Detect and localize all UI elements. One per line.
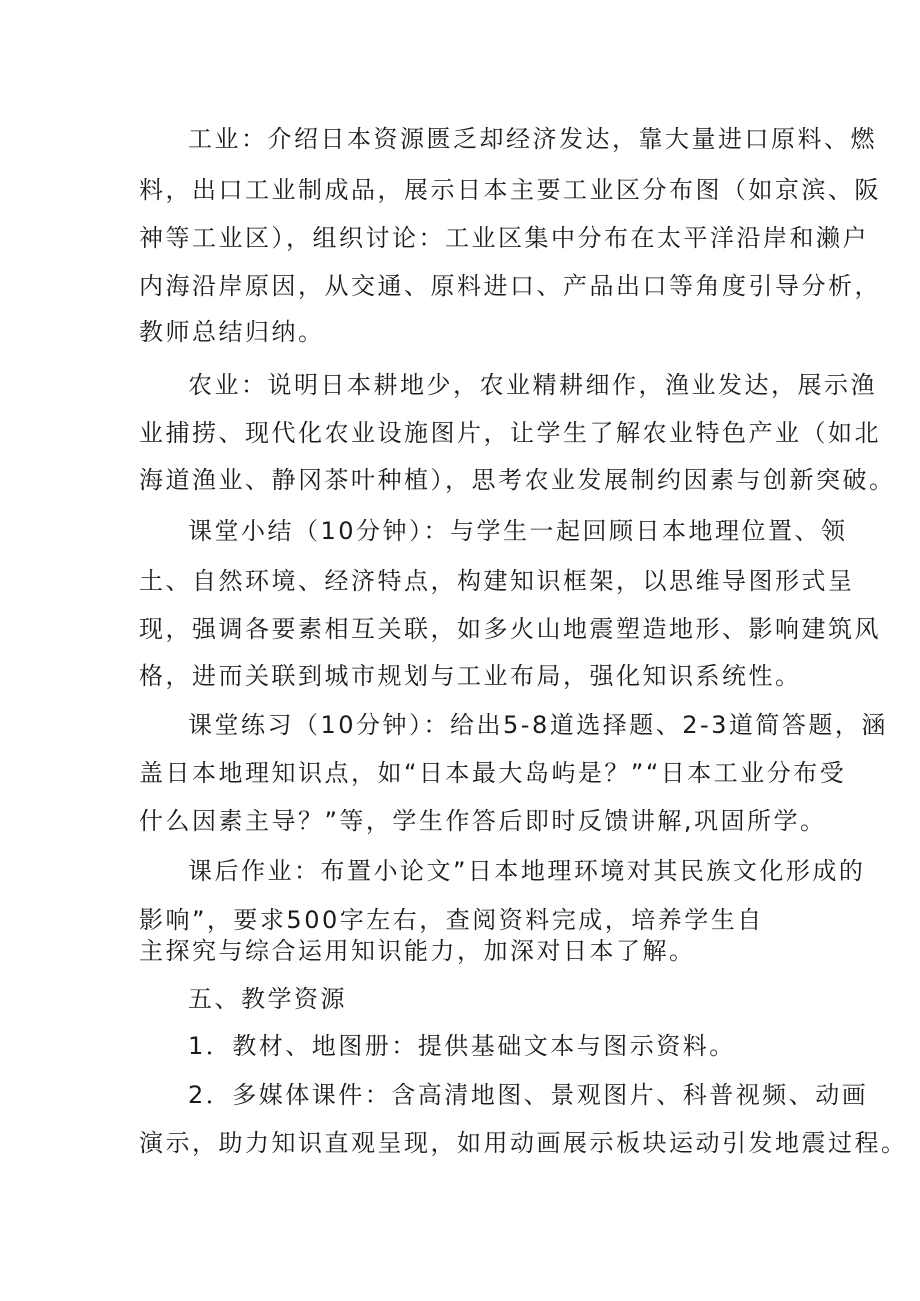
summary-line-2: 土、自然环境、经济特点，构建知识框架，以思维导图形式呈 xyxy=(139,567,855,595)
industry-line-3: 神等工业区），组织讨论：工业区集中分布在太平洋沿岸和濑户 xyxy=(139,224,869,252)
section-title: 五、教学资源 xyxy=(188,985,347,1013)
summary-line-1: 课堂小结（10分钟）：与学生一起回顾日本地理位置、领 xyxy=(188,517,848,545)
homework-line-3: 主探究与综合运用知识能力，加深对日本了解。 xyxy=(139,937,696,965)
resource-item-1: 1．教材、地图册：提供基础文本与图示资料。 xyxy=(188,1032,736,1060)
industry-line-2: 料，出口工业制成品，展示日本主要工业区分布图（如京滨、阪 xyxy=(139,176,881,204)
industry-line-1: 工业：介绍日本资源匮乏却经济发达，靠大量进口原料、燃 xyxy=(188,125,877,153)
homework-line-1: 课后作业：布置小论文”日本地理环境对其民族文化形成的 xyxy=(188,857,866,885)
summary-line-3: 现，强调各要素相互关联，如多火山地震塑造地形、影响建筑风 xyxy=(139,615,881,643)
industry-line-4: 内海沿岸原因，从交通、原料进口、产品出口等角度引导分析， xyxy=(139,272,881,300)
practice-line-1: 课堂练习（10分钟）：给出5-8道选择题、2-3道简答题，涵 xyxy=(188,711,888,739)
resource-item-2-line-1: 2．多媒体课件：含高清地图、景观图片、科普视频、动画 xyxy=(188,1081,869,1109)
industry-line-5: 教师总结归纳。 xyxy=(139,318,325,346)
agriculture-line-2: 业捕捞、现代化农业设施图片，让学生了解农业特色产业（如北 xyxy=(139,419,881,447)
homework-line-2: 影响”，要求500字左右，查阅资料完成，培养学生自 xyxy=(139,906,764,934)
summary-line-4: 格，进而关联到城市规划与工业布局，强化知识系统性。 xyxy=(139,662,802,690)
resource-item-2-line-2: 演示，助力知识直观呈现，如用动画展示板块运动引发地震过程。 xyxy=(139,1129,908,1157)
practice-line-2: 盖日本地理知识点，如“日本最大岛屿是？”“日本工业分布受 xyxy=(139,759,847,787)
agriculture-line-1: 农业：说明日本耕地少，农业精耕细作，渔业发达，展示渔 xyxy=(188,371,877,399)
agriculture-line-3: 海道渔业、静冈茶叶种植），思考农业发展制约因素与创新突破。 xyxy=(139,466,896,494)
practice-line-3: 什么因素主导？”等，学生作答后即时反馈讲解,巩固所学。 xyxy=(139,807,827,835)
